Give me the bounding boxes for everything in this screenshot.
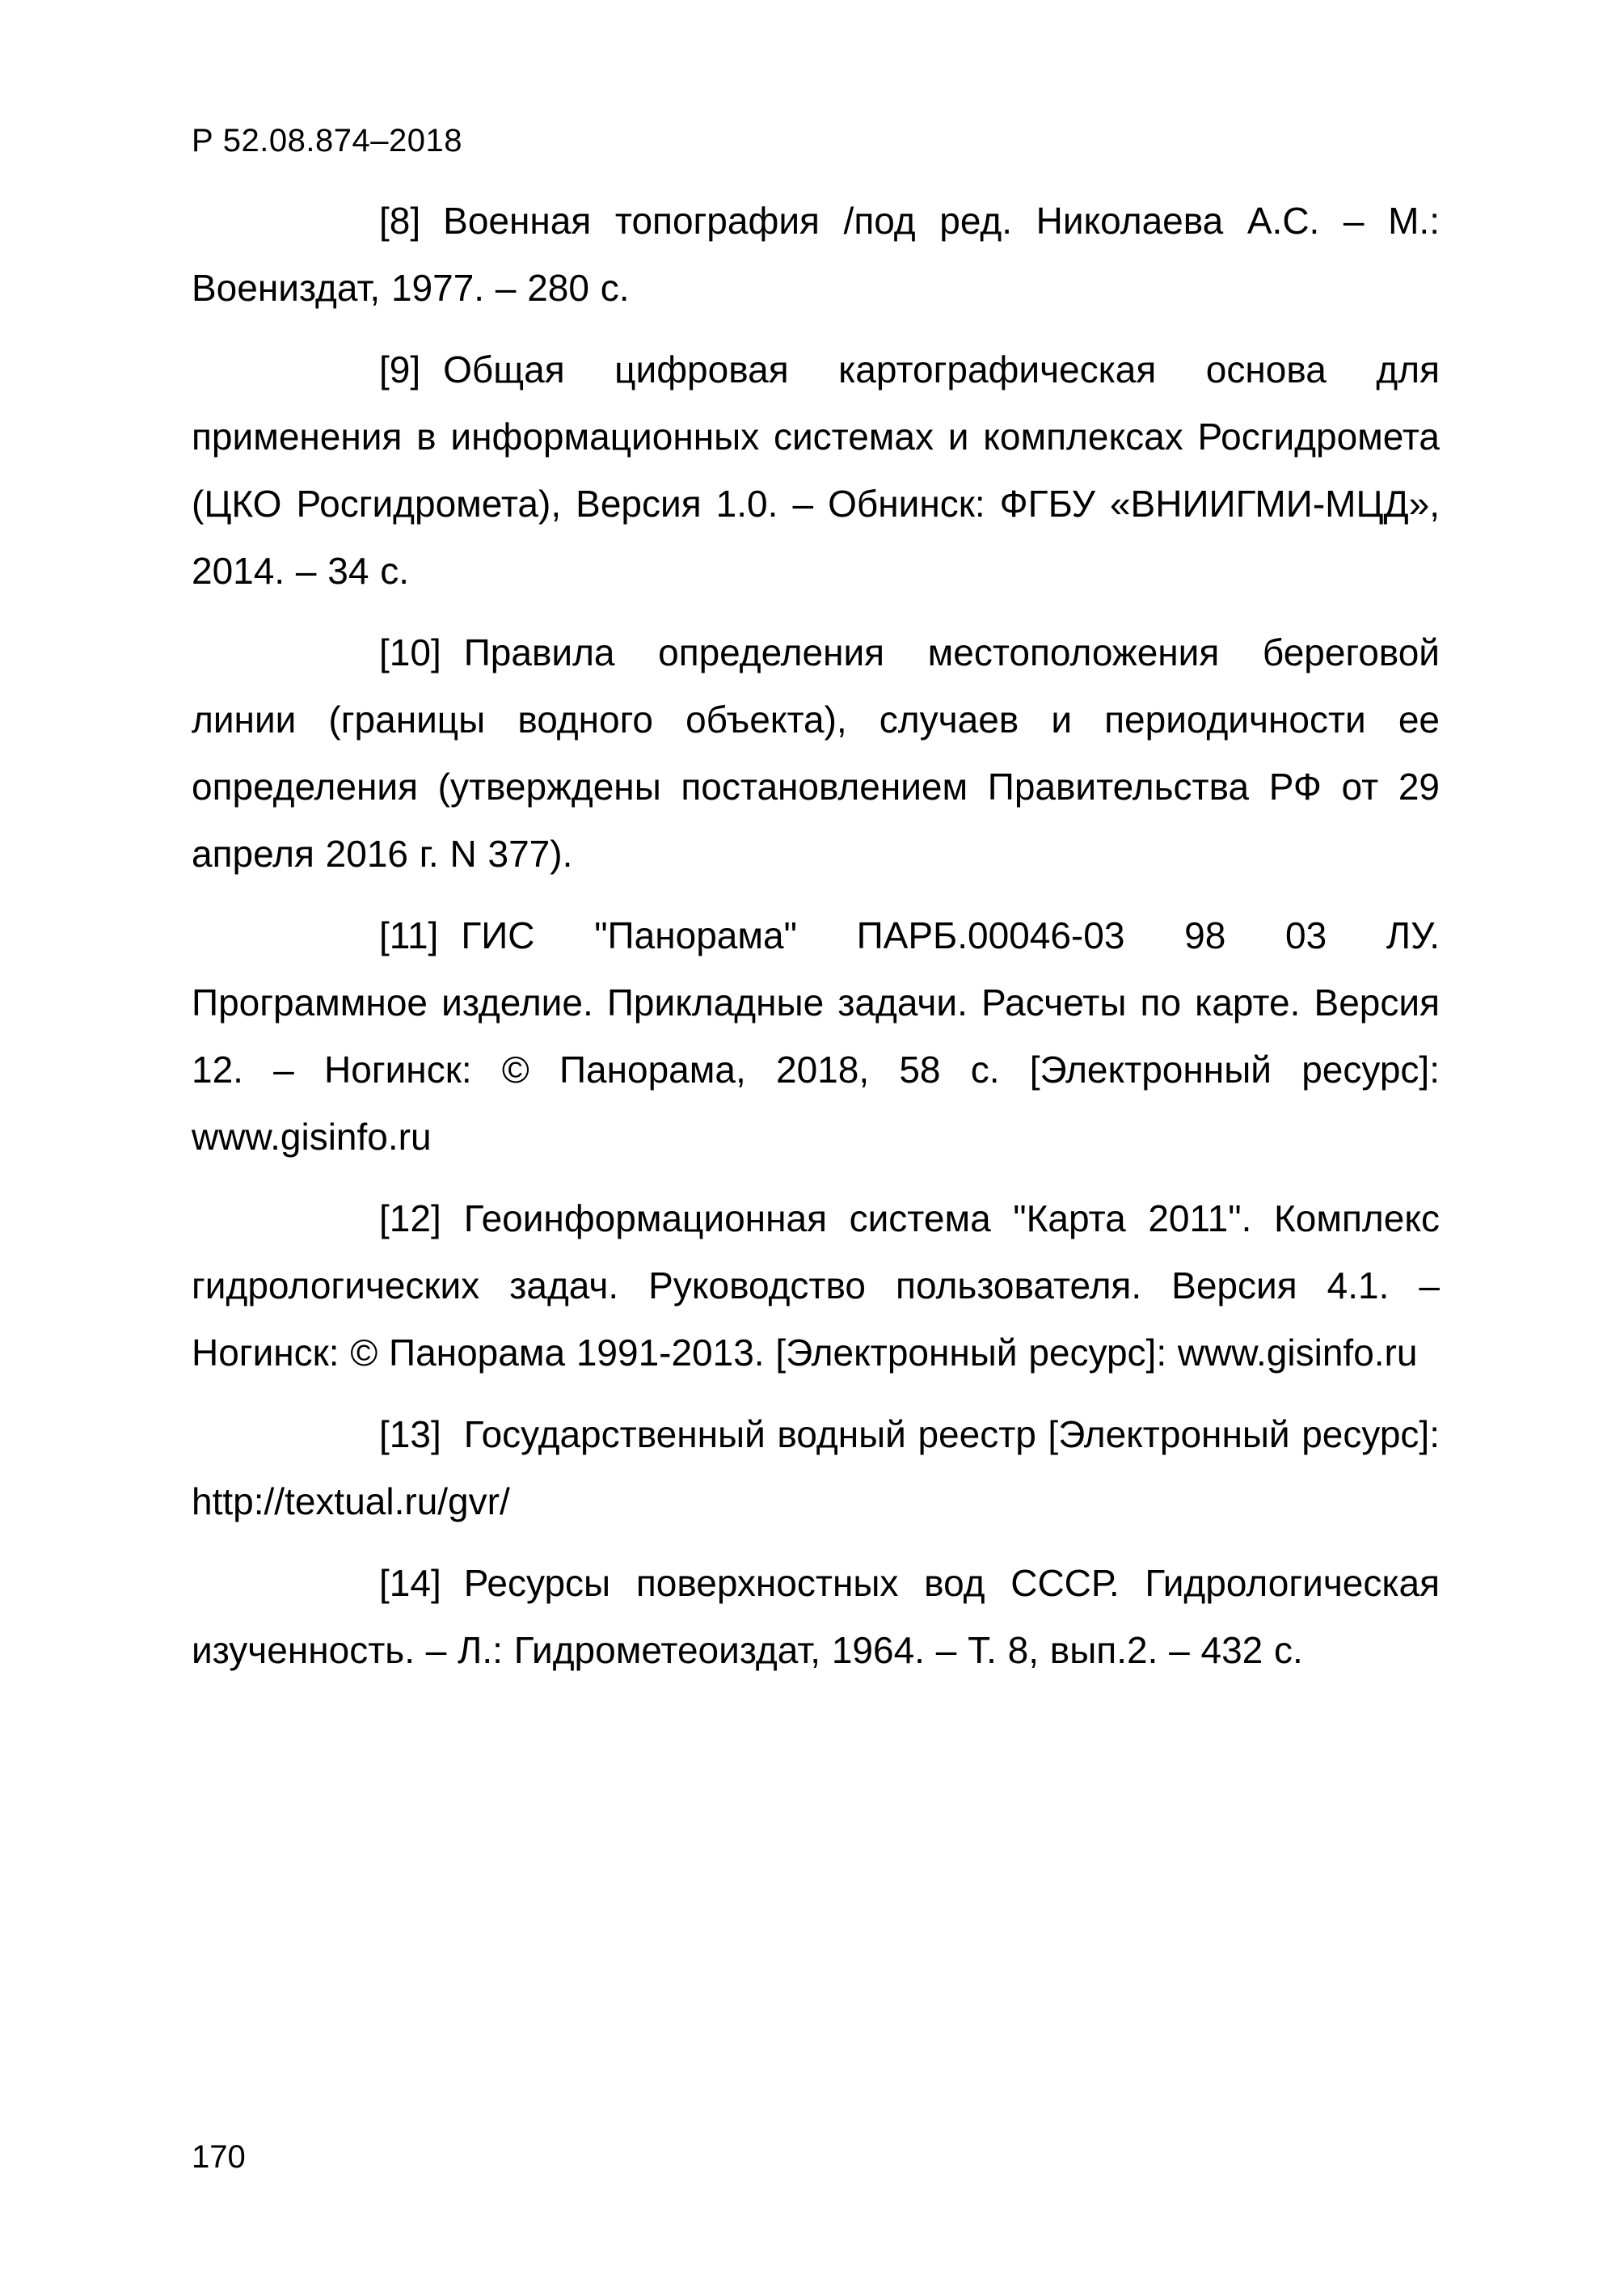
reference-item-13 <box>192 1401 1440 1535</box>
reference-text: ГИС "Панорама" ПАРБ.00046-03 98 03 ЛУ. Программное изделие. Прикладные задачи. Расчеты по карте. Версия 12. – Ногинск: © Панорама, 2018, 58 с. [Электронный ресурс]: www.gisinfo.ru <box>192 914 1440 1158</box>
reference-item-12 <box>192 1185 1440 1387</box>
reference-number: [14] <box>379 1562 441 1604</box>
reference-number: [8] <box>379 200 421 242</box>
reference-item-8 <box>192 188 1440 322</box>
reference-item-14 <box>192 1550 1440 1684</box>
reference-number: [10] <box>379 631 441 673</box>
reference-item-11 <box>192 902 1440 1171</box>
reference-text: Геоинформационная система "Карта 2011". Комплекс гидрологических задач. Руководство пользователя. Версия 4.1. – Ногинск: © Панорама 1991-2013. [Электронный ресурс]: www.gisinfo.ru <box>192 1197 1440 1374</box>
reference-text: Правила определения местоположения береговой линии (границы водного объекта), случаев и периодичности ее определения (утверждены постановлением Правительства РФ от 29 апреля 2016 г. N 377). <box>192 631 1440 875</box>
reference-text: Общая цифровая картографическая основа для применения в информационных системах и комплексах Росгидромета (ЦКО Росгидромета), Версия 1.0. – Обнинск: ФГБУ «ВНИИГМИ-МЦД», 2014. – 34 с. <box>192 348 1440 592</box>
reference-text: Военная топография /под ред. Николаева А.С. – М.: Воениздат, 1977. – 280 с. <box>192 200 1440 309</box>
reference-text: Ресурсы поверхностных вод СССР. Гидрологическая изученность. – Л.: Гидрометеоиздат, 1964. – Т. 8, вып.2. – 432 с. <box>192 1562 1440 1671</box>
reference-number: [9] <box>379 348 421 390</box>
reference-text: Государственный водный реестр [Электронный ресурс]: http://textual.ru/gvr/ <box>192 1413 1440 1522</box>
reference-item-9 <box>192 336 1440 605</box>
reference-item-10 <box>192 619 1440 888</box>
document-code-header: Р 52.08.874–2018 <box>192 123 462 158</box>
reference-number: [11] <box>379 914 439 956</box>
reference-list <box>192 188 1440 1699</box>
reference-number: [12] <box>379 1197 441 1239</box>
reference-number: [13] <box>379 1413 441 1455</box>
page-number: 170 <box>192 2139 246 2175</box>
